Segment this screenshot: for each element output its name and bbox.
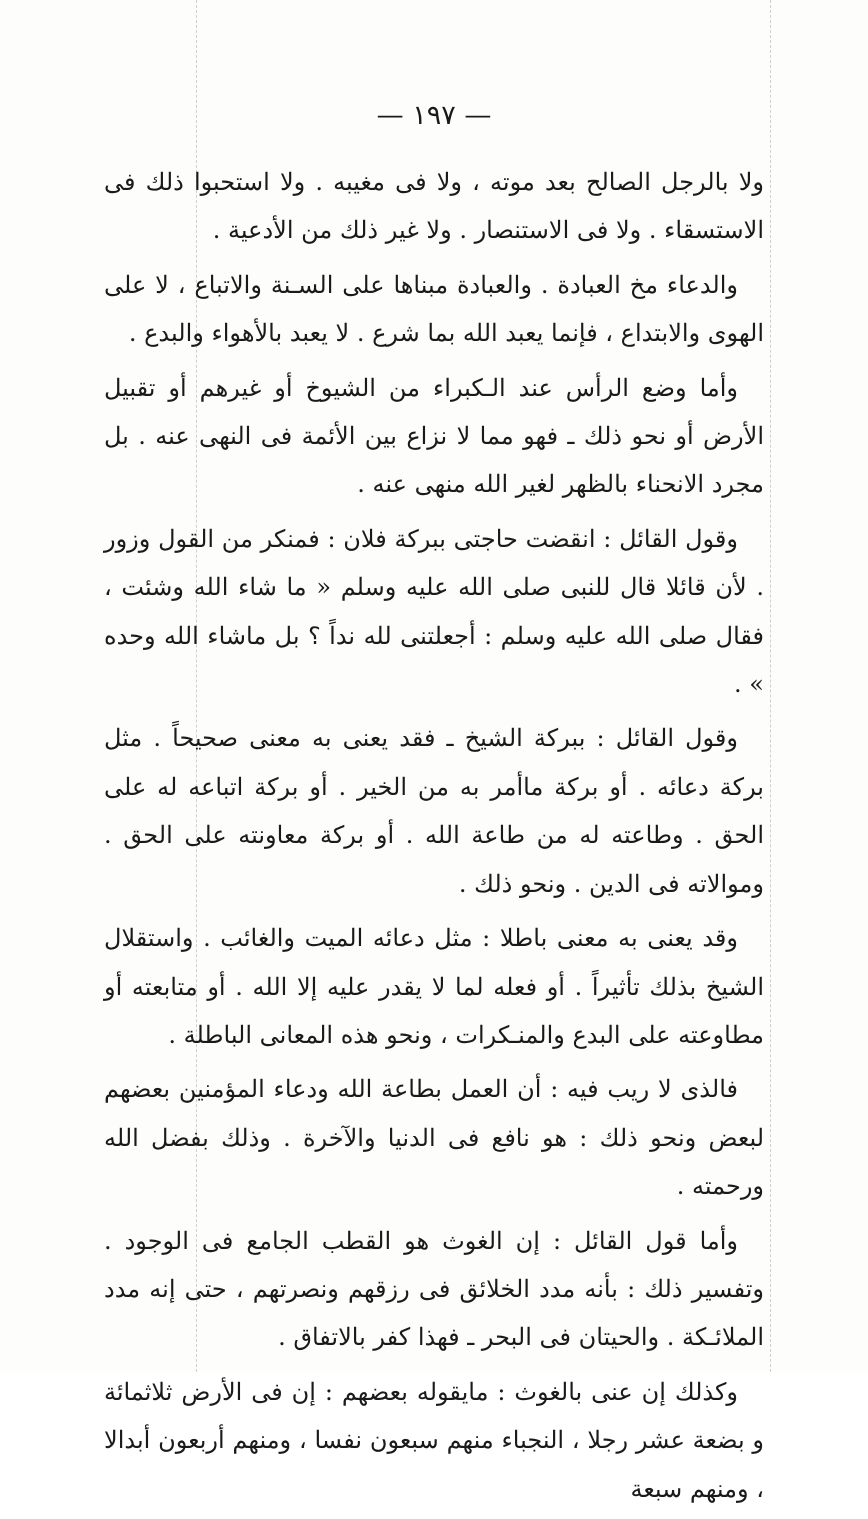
paragraph: وكذلك إن عنى بالغوث : مايقوله بعضهم : إن فى الأرض ثلاثمائة و بضعة عشر رجلا ، النجباء منهم سبعون نفسا ، ومنهم أربعون أبدالا ، ومنهم سبعة [104,1377,764,1503]
paragraph: والدعاء مخ العبادة . والعبادة مبناها على السـنة والاتباع ، لا على الهوى والابتداع ، فإنما يعبد الله بما شرع . لا يعبد بالأهواء والبدع . [104,270,764,348]
paragraph: وقول القائل : ببركة الشيخ ـ فقد يعنى به معنى صحيحاً . مثل بركة دعائه . أو بركة ماأمر به من الخير . أو بركة اتباعه له على الحق . وطاعته له من طاعة الله . أو بركة معاونته على الحق . وموالاته فى الدين . ونحو ذلك . [104,724,764,898]
paragraph: وأما قول القائل : إن الغوث هو القطب الجامع فى الوجود . وتفسير ذلك : بأنه مدد الخلائق فى رزقهم ونصرتهم ، حتى إنه مدد الملائـكة . والحيتان فى البحر ـ فهذا كفر بالاتفاق . [104,1226,764,1352]
page-number: — ١٩٧ — [376,100,492,131]
paragraph: وقد يعنى به معنى باطلا : مثل دعائه الميت والغائب . واستقلال الشيخ بذلك تأثيراً . أو فعله لما لا يقدر عليه إلا الله . أو متابعته أو مطاوعته على البدع والمنـكرات ، ونحو هذه المعانى الباطلة . [104,924,764,1049]
page-body-text [104,158,764,1519]
paragraph: ولا بالرجل الصالح بعد موته ، ولا فى مغيبه . ولا استحبوا ذلك فى الاستسقاء . ولا فى الاستنصار . ولا غير ذلك من الأدعية . [104,168,764,245]
paragraph: وأما وضع الرأس عند الـكبراء من الشيوخ أو غيرهم أو تقبيل الأرض أو نحو ذلك ـ فهو مما لا نزاع بين الأئمة فى النهى عنه . بل مجرد الانحناء بالظهر لغير الله منهى عنه . [104,373,764,499]
paper-fold-line [770,0,771,1372]
paragraph: فالذى لا ريب فيه : أن العمل بطاعة الله ودعاء المؤمنين بعضهم لبعض ونحو ذلك : هو نافع فى الدنيا والآخرة . وذلك بفضل الله ورحمته . [104,1075,764,1201]
paragraph: وقول القائل : انقضت حاجتى ببركة فلان : فمنكر من القول وزور . لأن قائلا قال للنبى صلى الله عليه وسلم « ما شاء الله وشئت ، فقال صلى الله عليه وسلم : أجعلتنى لله نداً ؟ بل ماشاء الله وحده » . [104,524,764,699]
